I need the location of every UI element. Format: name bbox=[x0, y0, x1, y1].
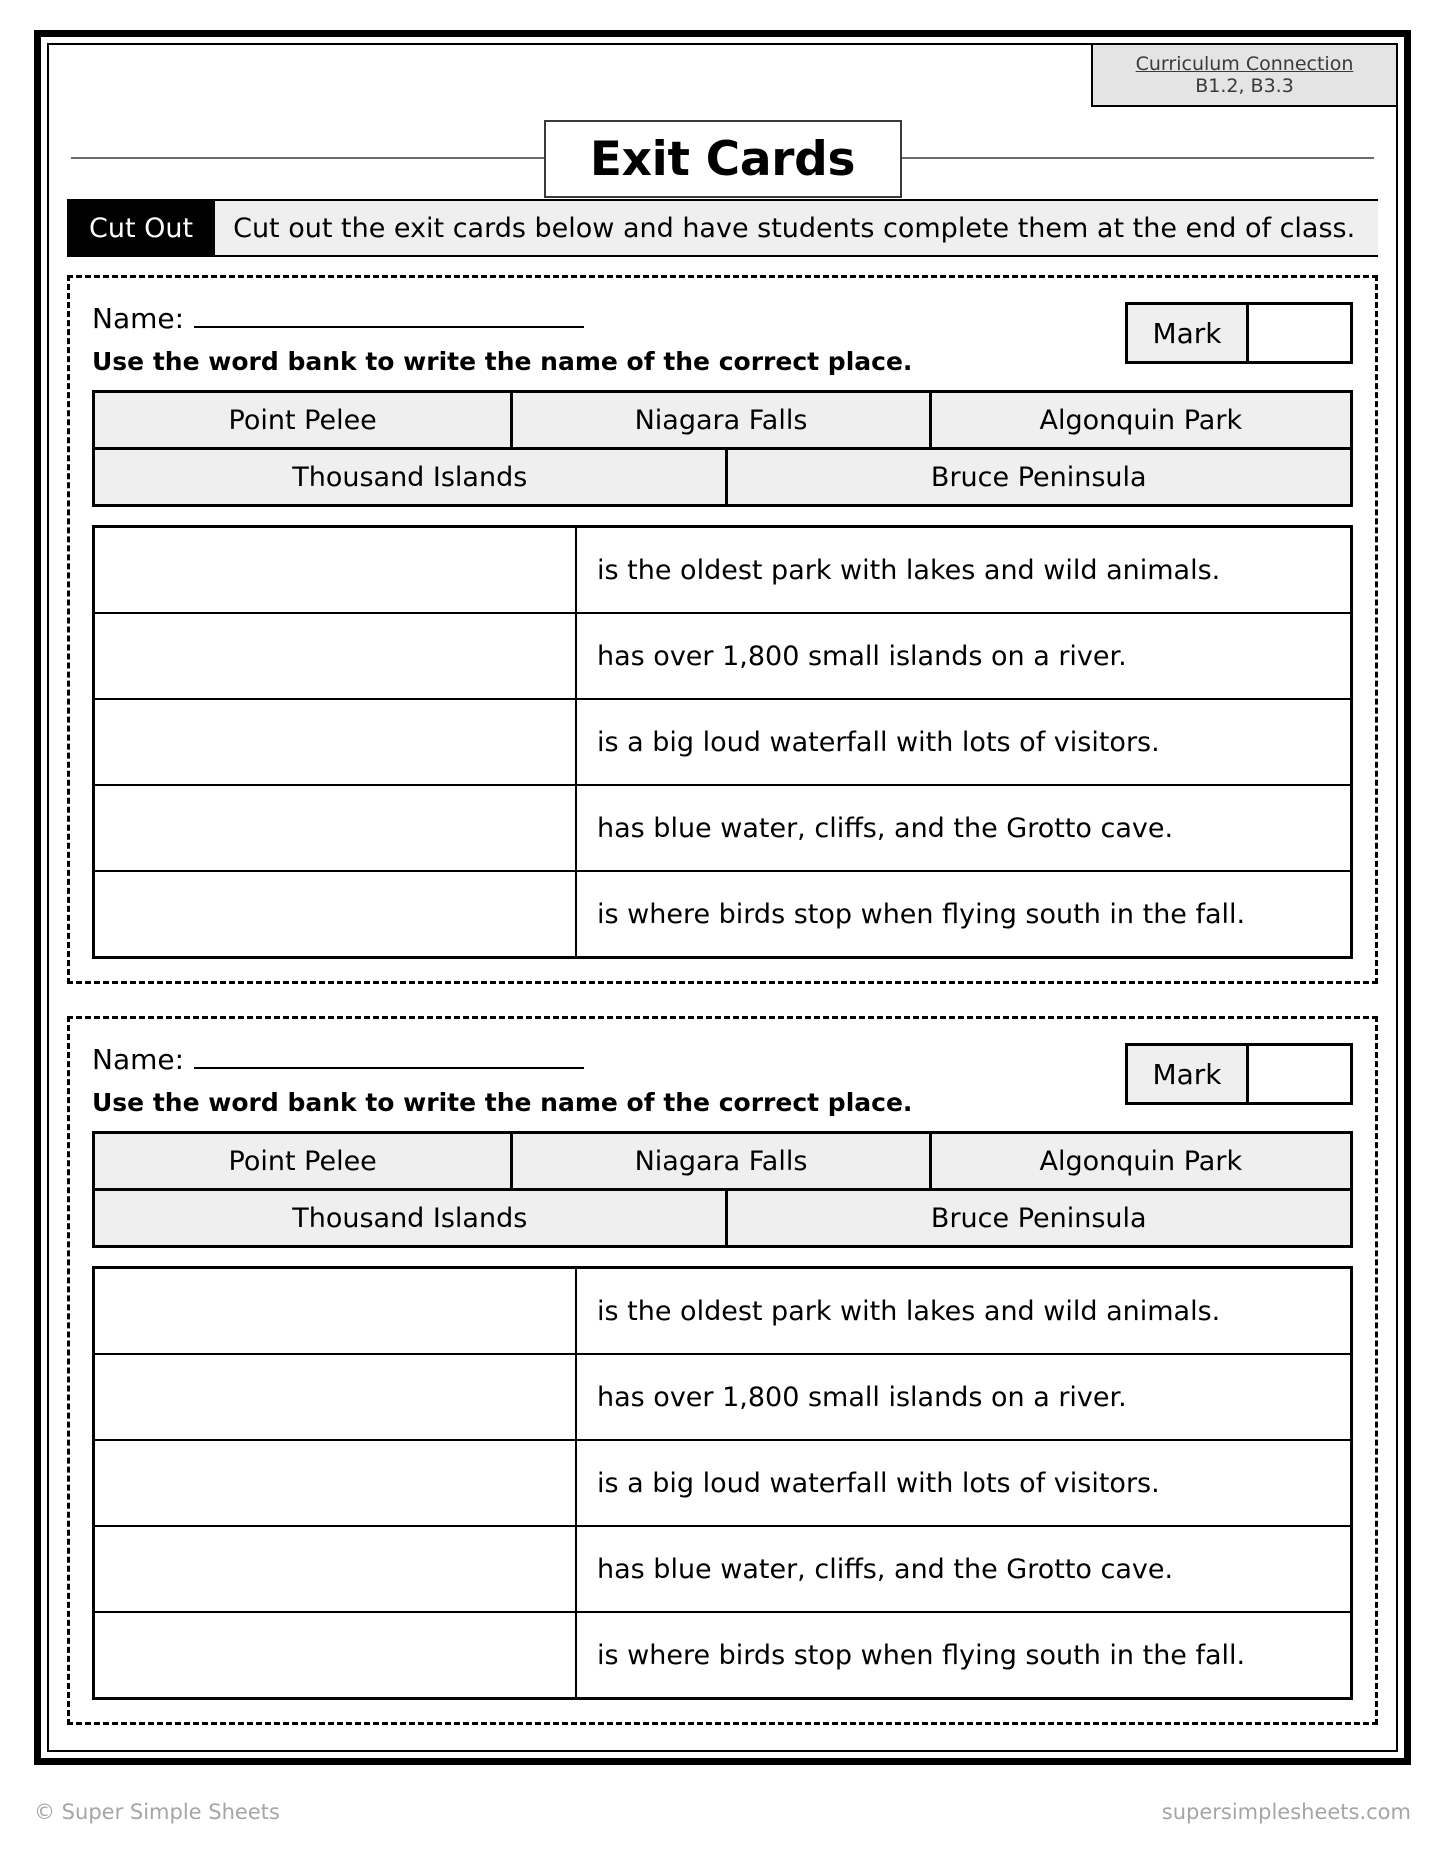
footer-copyright: © Super Simple Sheets bbox=[34, 1800, 280, 1824]
card-1-answer-blank-1[interactable] bbox=[95, 528, 577, 612]
exit-card-1 bbox=[67, 275, 1378, 984]
statement-text: has over 1,800 small islands on a river. bbox=[577, 614, 1350, 698]
card-2-word-bank bbox=[92, 1131, 1353, 1248]
table-row bbox=[95, 1613, 1350, 1697]
card-2-header bbox=[92, 1039, 1353, 1117]
word-bank-item: Thousand Islands bbox=[95, 1191, 728, 1245]
curriculum-connection-codes: B1.2, B3.3 bbox=[1195, 75, 1294, 97]
card-1-answer-blank-5[interactable] bbox=[95, 872, 577, 956]
curriculum-connection-box bbox=[1091, 45, 1396, 107]
cut-out-instruction-bar bbox=[67, 199, 1378, 257]
card-1-answer-blank-2[interactable] bbox=[95, 614, 577, 698]
card-1-word-bank-row-1 bbox=[95, 393, 1350, 450]
card-2-prompt: Use the word bank to write the name of the correct place. bbox=[92, 1088, 913, 1117]
page-inner-border bbox=[47, 43, 1398, 1752]
card-2-answer-blank-1[interactable] bbox=[95, 1269, 577, 1353]
table-row bbox=[95, 1269, 1350, 1355]
card-2-answer-blank-2[interactable] bbox=[95, 1355, 577, 1439]
table-row bbox=[95, 872, 1350, 956]
word-bank-item: Point Pelee bbox=[95, 393, 513, 447]
card-1-word-bank bbox=[92, 390, 1353, 507]
table-row bbox=[95, 1527, 1350, 1613]
card-2-name-label: Name: bbox=[92, 1043, 185, 1076]
statement-text: is the oldest park with lakes and wild animals. bbox=[577, 528, 1350, 612]
card-1-header bbox=[92, 298, 1353, 376]
word-bank-item: Niagara Falls bbox=[513, 393, 931, 447]
table-row bbox=[95, 1441, 1350, 1527]
word-bank-item: Algonquin Park bbox=[932, 1134, 1350, 1188]
cut-out-tag: Cut Out bbox=[67, 201, 215, 255]
page-title-box bbox=[544, 120, 902, 198]
card-1-word-bank-row-2 bbox=[95, 450, 1350, 504]
cut-out-instruction-text: Cut out the exit cards below and have students complete them at the end of class. bbox=[215, 201, 1378, 255]
footer-website: supersimplesheets.com bbox=[1161, 1800, 1411, 1824]
statement-text: is where birds stop when flying south in the fall. bbox=[577, 1613, 1350, 1697]
card-1-statements-table bbox=[92, 525, 1353, 959]
card-2-mark-input[interactable] bbox=[1249, 1046, 1350, 1102]
card-2-answer-blank-5[interactable] bbox=[95, 1613, 577, 1697]
card-1-mark-box bbox=[1125, 302, 1353, 364]
page-title: Exit Cards bbox=[589, 131, 856, 187]
card-1-name-line bbox=[92, 302, 912, 335]
table-row bbox=[95, 1355, 1350, 1441]
word-bank-item: Bruce Peninsula bbox=[728, 450, 1350, 504]
table-row bbox=[95, 614, 1350, 700]
word-bank-item: Algonquin Park bbox=[932, 393, 1350, 447]
card-1-mark-input[interactable] bbox=[1249, 305, 1350, 361]
card-2-word-bank-row-1 bbox=[95, 1134, 1350, 1191]
card-1-answer-blank-4[interactable] bbox=[95, 786, 577, 870]
page-header bbox=[49, 45, 1396, 191]
statement-text: has blue water, cliffs, and the Grotto cave. bbox=[577, 786, 1350, 870]
statement-text: is a big loud waterfall with lots of visitors. bbox=[577, 700, 1350, 784]
card-2-answer-blank-3[interactable] bbox=[95, 1441, 577, 1525]
curriculum-connection-label: Curriculum Connection bbox=[1135, 52, 1354, 75]
exit-card-2 bbox=[67, 1016, 1378, 1725]
table-row bbox=[95, 528, 1350, 614]
card-2-statements-table bbox=[92, 1266, 1353, 1700]
card-1-prompt: Use the word bank to write the name of the correct place. bbox=[92, 347, 913, 376]
card-1-name-label: Name: bbox=[92, 302, 185, 335]
exit-cards-area bbox=[49, 257, 1396, 1725]
table-row bbox=[95, 786, 1350, 872]
statement-text: is where birds stop when flying south in the fall. bbox=[577, 872, 1350, 956]
word-bank-item: Bruce Peninsula bbox=[728, 1191, 1350, 1245]
page-footer bbox=[34, 1800, 1411, 1824]
word-bank-item: Thousand Islands bbox=[95, 450, 728, 504]
page-outer-border bbox=[34, 30, 1411, 1765]
statement-text: has over 1,800 small islands on a river. bbox=[577, 1355, 1350, 1439]
card-2-name-line bbox=[92, 1043, 912, 1076]
card-2-word-bank-row-2 bbox=[95, 1191, 1350, 1245]
word-bank-item: Niagara Falls bbox=[513, 1134, 931, 1188]
statement-text: has blue water, cliffs, and the Grotto cave. bbox=[577, 1527, 1350, 1611]
word-bank-item: Point Pelee bbox=[95, 1134, 513, 1188]
card-1-name-block bbox=[92, 298, 912, 376]
card-1-answer-blank-3[interactable] bbox=[95, 700, 577, 784]
card-1-name-input[interactable] bbox=[194, 306, 584, 328]
card-2-name-block bbox=[92, 1039, 912, 1117]
card-2-name-input[interactable] bbox=[194, 1047, 584, 1069]
statement-text: is the oldest park with lakes and wild animals. bbox=[577, 1269, 1350, 1353]
card-2-mark-box bbox=[1125, 1043, 1353, 1105]
card-2-mark-label: Mark bbox=[1128, 1046, 1249, 1102]
card-1-mark-label: Mark bbox=[1128, 305, 1249, 361]
table-row bbox=[95, 700, 1350, 786]
card-2-answer-blank-4[interactable] bbox=[95, 1527, 577, 1611]
statement-text: is a big loud waterfall with lots of visitors. bbox=[577, 1441, 1350, 1525]
